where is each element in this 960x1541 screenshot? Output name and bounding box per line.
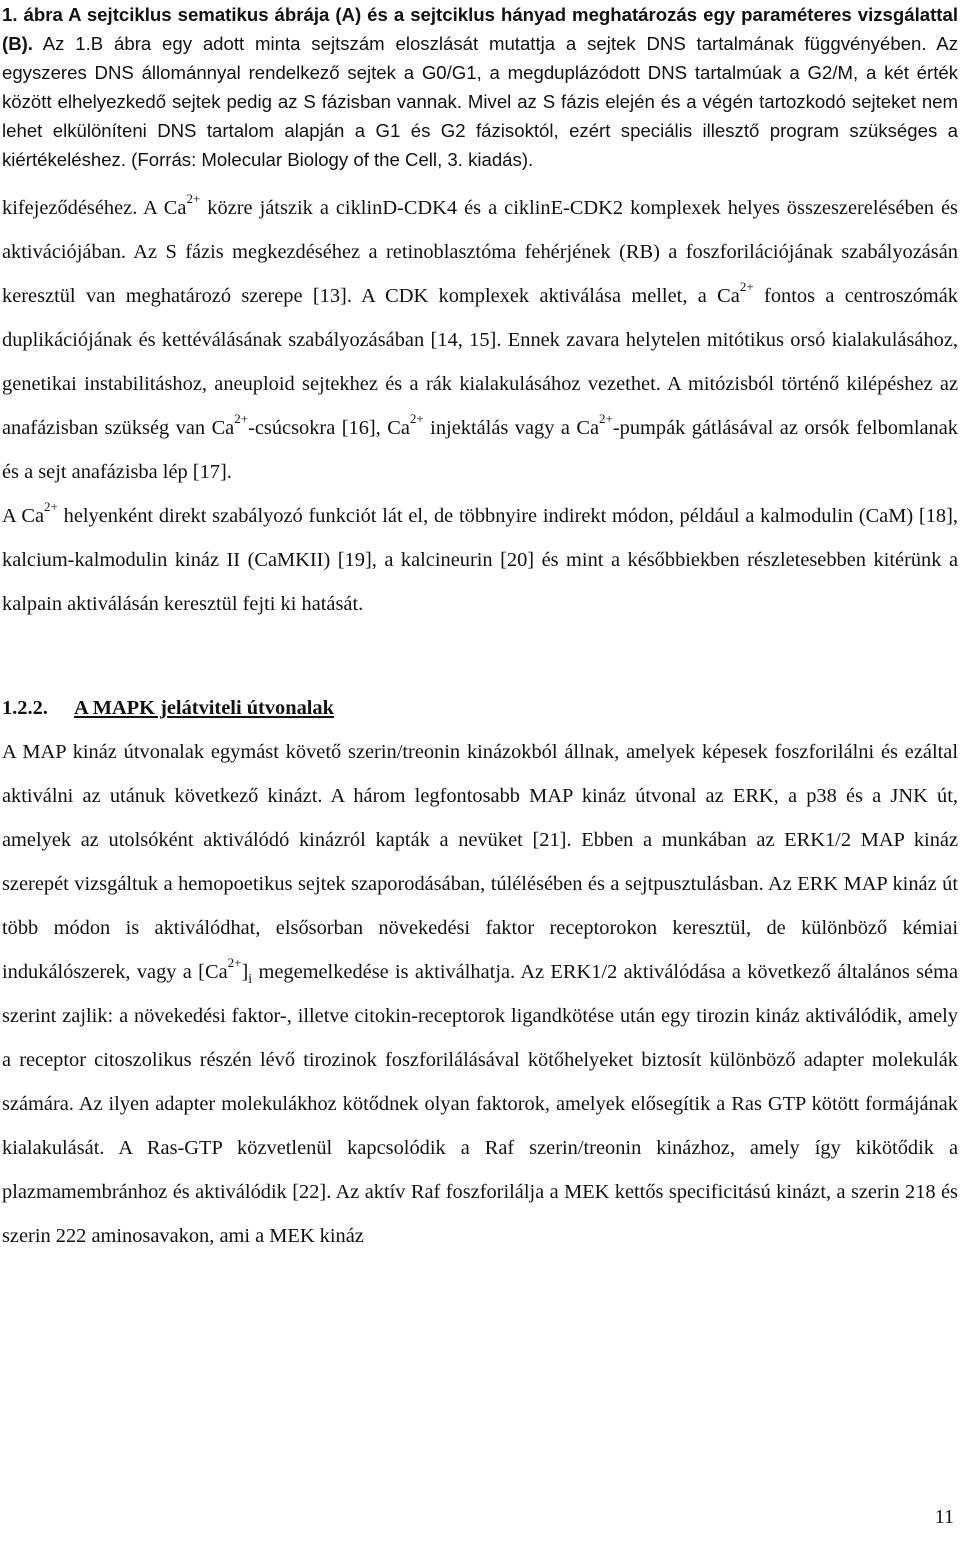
text-run: ] (241, 961, 249, 983)
text-run: helyenként direkt szabályozó funkciót lát el, de többnyire indirekt módon, például a kalmodulin (CaM) [18], kalcium-kalmodulin kináz II (CaMKII) [19], a kalcineurin [20] és mint a későbbiekben részletesebben kitérünk a kalpain aktiválásán keresztül fejti ki hatását. (2, 505, 958, 615)
section-heading (2, 686, 958, 730)
section-title: A MAPK jelátviteli útvonalak (74, 697, 334, 719)
superscript: 2+ (234, 411, 249, 426)
superscript: 2+ (186, 191, 201, 206)
text-run: A MAP kináz útvonalak egymást követő szerin/treonin kinázokból állnak, amelyek képesek foszforilálni és ezáltal aktiválni az utánuk következő kinázt. A három legfontosabb MAP kináz útvonal az ERK, a p38 és a JNK út, amelyek az utolsóként aktiválódó kinázról kapták a nevüket [21]. Ebben a munkában az ERK1/2 MAP kináz szerepét vizsgáltuk a hemopoetikus sejtek szaporodásában, túlélésében és a sejtpusztulásban. Az ERK MAP kináz út több módon is aktiválódhat, elsősorban növekedési faktor receptorokon keresztül, de különböző kémiai indukálószerek, vagy a [Ca (2, 741, 958, 983)
paragraph-calcium-regulation (2, 494, 958, 626)
text-run: -csúcsokra [16], Ca (248, 417, 410, 439)
text-run: A Ca (2, 505, 45, 527)
text-run: megemelkedése is aktiválhatja. Az ERK1/2 aktiválódása a következő általános séma szerint zajlik: a növekedési faktor-, illetve citokin-receptorok ligandkötése után egy tirozin kináz aktiválódik, amely a receptor citoszolikus részén lévő tirozinok foszforilálásával kötőhelyeket biztosít különböző adapter molekulák számára. Az ilyen adapter molekulákhoz kötődnek olyan faktorok, amelyek elősegítik a Ras GTP kötött formájának kialakulását. A Ras-GTP közvetlenül kapcsolódik a Raf szerin/treonin kinázhoz, amely így kikötődik a plazmamembránhoz és aktiválódik [22]. Az aktív Raf foszforilálja a MEK kettős specificitású kinázt, a szerin 218 és szerin 222 aminosavakon, ami a MEK kináz (2, 961, 958, 1247)
figure-caption-title: 1. ábra A sejtciklus sematikus ábrája (A) és a sejtciklus hányad meghatározás egy paraméteres vizsgálattal (B). (2, 4, 958, 54)
text-run: közre játszik a ciklinD-CDK4 és a ciklinE-CDK2 komplexek helyes összeszerelésében és aktivációjában. Az S fázis megkezdéséhez a retinoblasztóma fehérjének (RB) a foszforilációjának szabályozásán keresztül van meghatározó szerepe [13]. A CDK komplexek aktiválása mellet, a Ca (2, 197, 958, 307)
superscript: 2+ (739, 279, 754, 294)
paragraph-mapk-pathway (2, 730, 958, 1258)
superscript: 2+ (599, 411, 613, 426)
superscript: 2+ (409, 411, 424, 426)
section-number: 1.2.2. (2, 697, 48, 719)
text-run: injektálás vagy a Ca (423, 417, 600, 439)
paragraph-calcium-cell-cycle (2, 186, 958, 494)
figure-caption (2, 0, 958, 174)
text-run: kifejeződéséhez. A Ca (2, 197, 187, 219)
superscript: 2+ (44, 499, 58, 514)
text-run: -pumpák gátlásával az orsók felbomlanak és a sejt anafázisba lép [17]. (2, 417, 958, 483)
page-number: 11 (934, 1506, 954, 1528)
subscript: i (248, 972, 253, 987)
superscript: 2+ (227, 955, 242, 970)
figure-caption-text: Az 1.B ábra egy adott minta sejtszám eloszlását mutattja a sejtek DNS tartalmának függvényében. Az egyszeres DNS állománnyal rendelkező sejtek a G0/G1, a megduplázódott DNS tartalmúak a G2/M, a két érték között elhelyezkedő sejtek pedig az S fázisban vannak. Mivel az S fázis elején és a végén tartozkodó sejteket nem lehet elkülöníteni DNS tartalom alapján a G1 és G2 fázisoktól, ezért speciális illesztő program szükséges a kiértékeléshez. (Forrás: Molecular Biology of the Cell, 3. kiadás). (2, 33, 958, 170)
text-run: fontos a centroszómák duplikációjának és kettéválásának szabályozásában [14, 15]. Ennek zavara helytelen mitótikus orsó kialakulásához, genetikai instabilitáshoz, aneuploid sejtekhez és a rák kialakulásához vezethet. A mitózisból történő kilépéshez az anafázisban szükség van Ca (2, 285, 958, 439)
